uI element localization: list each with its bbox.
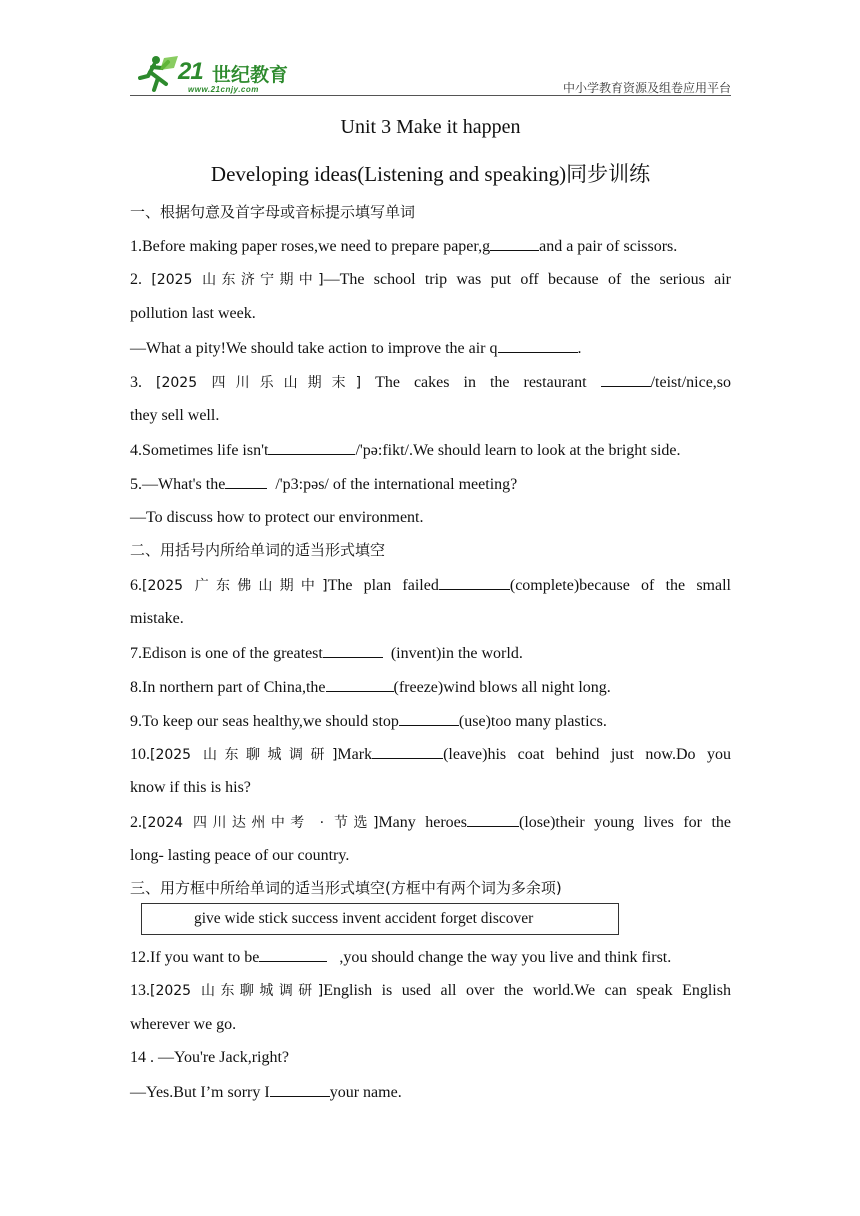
question-2-line-2: pollution last week.: [130, 305, 256, 322]
question-13-line-2: wherever we go.: [130, 1016, 237, 1033]
answer-blank: [326, 677, 394, 692]
question-10: 10.[2025 山东聊城调研]Mark (leave)his coat behind just now.Do you: [130, 746, 731, 763]
answer-blank: [259, 947, 327, 962]
question-3-line-2: they sell well.: [130, 407, 220, 424]
question-9: 9.To keep our seas healthy,we should stop (use)too many plastics.: [130, 713, 607, 730]
word-bank-box: [141, 903, 619, 935]
question-6: 6.[2025 广东佛山期中]The plan failed (complete)because of the small: [130, 577, 731, 594]
answer-blank: [439, 575, 510, 590]
question-11-line-2: long- lasting peace of our country.: [130, 847, 350, 864]
answer-blank: [225, 474, 267, 489]
question-5-line-2: —To discuss how to protect our environment.: [130, 509, 424, 526]
question-5: 5.—What's the /'p3:pəs/ of the international meeting?: [130, 476, 518, 493]
question-source-tag: [2025 广东佛山期中]: [142, 578, 328, 594]
header-divider: [130, 95, 731, 96]
question-1: 1.Before making paper roses,we need to prepare paper,g and a pair of scissors.: [130, 238, 678, 255]
answer-blank: [372, 744, 443, 759]
platform-text: 中小学教育资源及组卷应用平台: [562, 81, 731, 95]
question-13: 13.[2025 山东聊城调研]English is used all over the world.We can speak English: [130, 982, 731, 999]
question-12: 12.If you want to be ,you should change the way you live and think first.: [130, 949, 672, 966]
answer-blank: [498, 338, 578, 353]
section-3-heading: 三、用方框中所给单词的适当形式填空(方框中有两个词为多余项): [130, 879, 562, 897]
site-logo: [136, 52, 306, 96]
question-7: 7.Edison is one of the greatest (invent)in the world.: [130, 645, 523, 662]
answer-blank: [323, 643, 383, 658]
logo-url: www.21cnjy.com: [188, 85, 259, 94]
answer-blank: [490, 236, 539, 251]
runner-icon: [136, 54, 180, 96]
logo-text: 世纪教育: [212, 64, 289, 86]
question-10-line-2: know if this is his?: [130, 779, 251, 796]
answer-blank: [270, 1082, 330, 1097]
page-title: Unit 3 Make it happen: [340, 116, 521, 138]
answer-blank: [601, 372, 651, 387]
answer-blank: [467, 812, 519, 827]
question-source-tag: [2025 山东聊城调研]: [150, 747, 338, 763]
section-2-heading: 二、用括号内所给单词的适当形式填空: [130, 541, 386, 559]
question-source-tag: [2025 山东聊城调研]: [150, 983, 324, 999]
page-header: [130, 52, 731, 96]
question-14: 14 . —You're Jack,right?: [130, 1049, 290, 1066]
logo-number: 21: [178, 58, 203, 85]
question-8: 8.In northern part of China,the (freeze)wind blows all night long.: [130, 679, 611, 696]
question-source-tag: [2025 四川乐山期末]: [156, 375, 362, 391]
word-bank-list: give wide stick success invent accident forget discover: [194, 910, 534, 927]
question-source-tag: [2025 山东济宁期中]: [151, 272, 324, 288]
question-2-line-3: —What a pity!We should take action to improve the air q .: [130, 340, 582, 357]
answer-blank: [399, 711, 459, 726]
question-2: 2. [2025 山东济宁期中]—The school trip was put off because of the serious air: [130, 271, 732, 288]
question-source-tag: [2024 四川达州中考 · 节选]: [142, 815, 379, 831]
answer-blank: [268, 440, 355, 455]
page-subtitle: Developing ideas(Listening and speaking)同步训练: [210, 162, 651, 186]
question-6-line-2: mistake.: [130, 610, 184, 627]
section-1-heading: 一、根据句意及首字母或音标提示填写单词: [130, 203, 416, 221]
question-14-line-2: —Yes.But I’m sorry I your name.: [130, 1084, 402, 1101]
question-11: 2.[2024 四川达州中考 · 节选]Many heroes (lose)their young lives for the: [130, 814, 731, 831]
question-3: 3. [2025 四川乐山期末] The cakes in the restaurant /teist/nice,so: [130, 374, 732, 391]
question-4: 4.Sometimes life isn't /'pə:fikt/.We should learn to look at the bright side.: [130, 442, 681, 459]
